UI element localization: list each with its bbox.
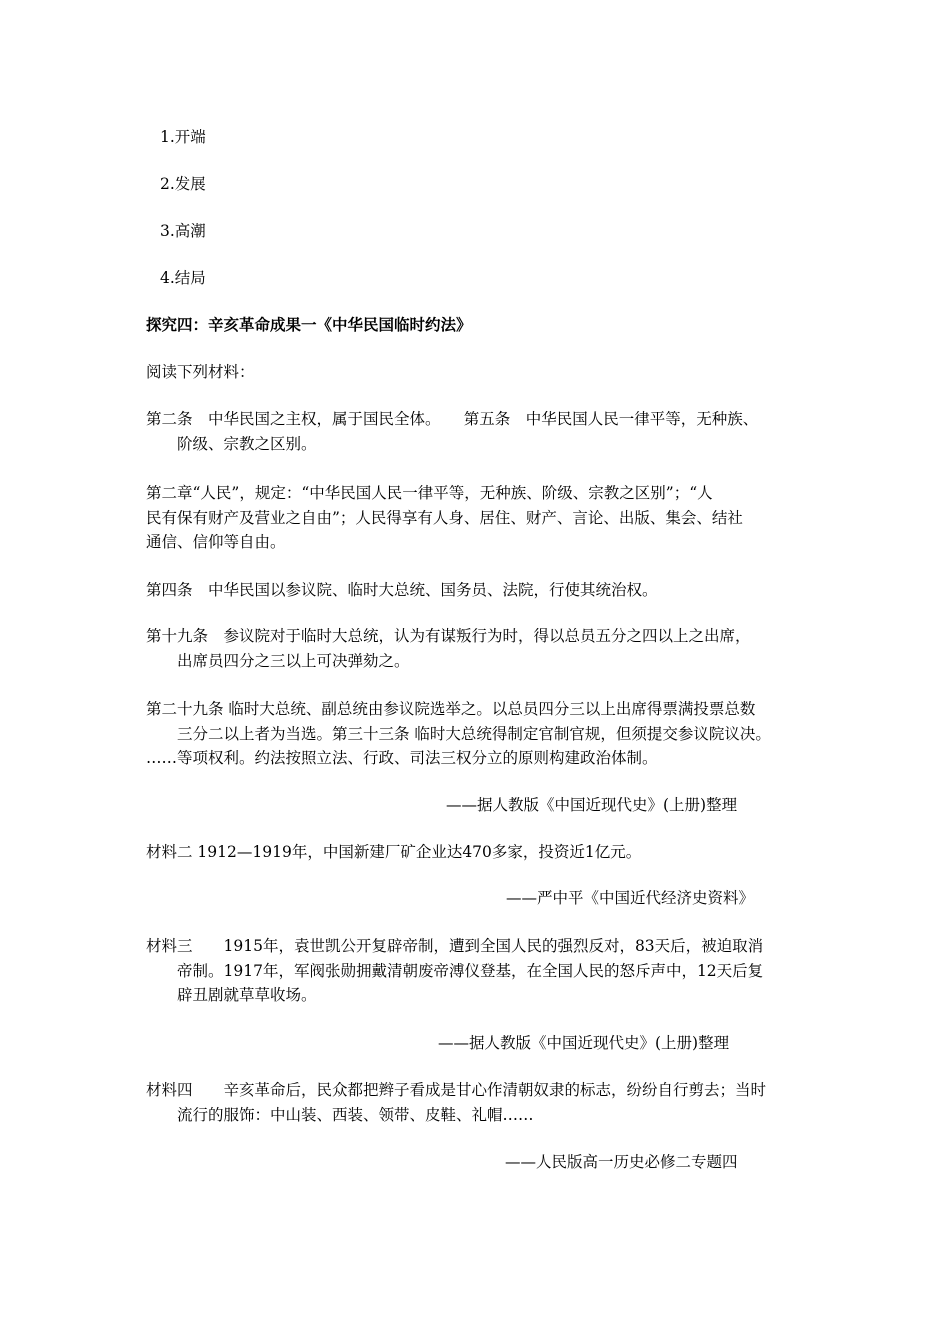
intro-text: 阅读下列材料： — [146, 363, 255, 381]
material3-line1: 材料三 1915年，袁世凯公开复辟帝制，遭到全国人民的强烈反对，83天后，被迫取消 — [146, 937, 764, 955]
article-29-line3: ……等项权利。约法按照立法、行政、司法三权分立的原则构建政治体制。 — [146, 749, 658, 767]
material2-source: ——严中平《中国近代经济史资料》 — [506, 889, 755, 907]
article-19-line1: 第十九条 参议院对于临时大总统，认为有谋叛行为时，得以总员五分之四以上之出席， — [146, 627, 751, 645]
chapter-2-line1: 第二章“人民”，规定：“中华民国人民一律平等，无种族、阶级、宗教之区别”；“人 — [146, 484, 713, 502]
article-2-5-line1: 第二条 中华民国之主权，属于国民全体。 第五条 中华民国人民一律平等，无种族、 — [146, 410, 759, 428]
article-2-5-line2: 阶级、宗教之区别。 — [177, 435, 317, 453]
material4-line1: 材料四 辛亥革命后，民众都把辫子看成是甘心作清朝奴隶的标志，纷纷自行剪去；当时 — [146, 1081, 767, 1099]
list-item-beginning: 1.开端 — [160, 128, 206, 146]
list-item-development: 2.发展 — [160, 175, 206, 193]
material4-line2: 流行的服饰：中山装、西装、领带、皮鞋、礼帽…… — [177, 1106, 534, 1124]
section-heading: 探究四：辛亥革命成果一《中华民国临时约法》 — [146, 316, 472, 334]
material4-source: ——人民版高一历史必修二专题四 — [505, 1153, 738, 1171]
article-29-line1: 第二十九条 临时大总统、副总统由参议院选举之。以总员四分三以上出席得票满投票总数 — [146, 700, 756, 718]
material3-line3: 辟丑剧就草草收场。 — [177, 986, 317, 1004]
list-item-outcome: 4.结局 — [160, 269, 206, 287]
material2-text: 材料二 1912—1919年，中国新建厂矿企业达470多家，投资近1亿元。 — [146, 843, 642, 861]
article-29-line2: 三分二以上者为当选。第三十三条 临时大总统得制定官制官规，但须提交参议院议决。 — [177, 725, 771, 743]
material3-line2: 帝制。1917年，军阀张勋拥戴清朝废帝溥仪登基，在全国人民的怒斥声中，12天后复 — [177, 962, 764, 980]
article-4-line1: 第四条 中华民国以参议院、临时大总统、国务员、法院，行使其统治权。 — [146, 581, 658, 599]
material3-source: ——据人教版《中国近现代史》(上册)整理 — [438, 1034, 730, 1052]
chapter-2-line2: 民有保有财产及营业之自由”；人民得享有人身、居住、财产、言论、出版、集会、结社 — [146, 509, 743, 527]
article-19-line2: 出席员四分之三以上可决弹劾之。 — [177, 652, 410, 670]
chapter-2-line3: 通信、信仰等自由。 — [146, 533, 286, 551]
material1-source: ——据人教版《中国近现代史》(上册)整理 — [446, 796, 738, 814]
list-item-climax: 3.高潮 — [160, 222, 206, 240]
